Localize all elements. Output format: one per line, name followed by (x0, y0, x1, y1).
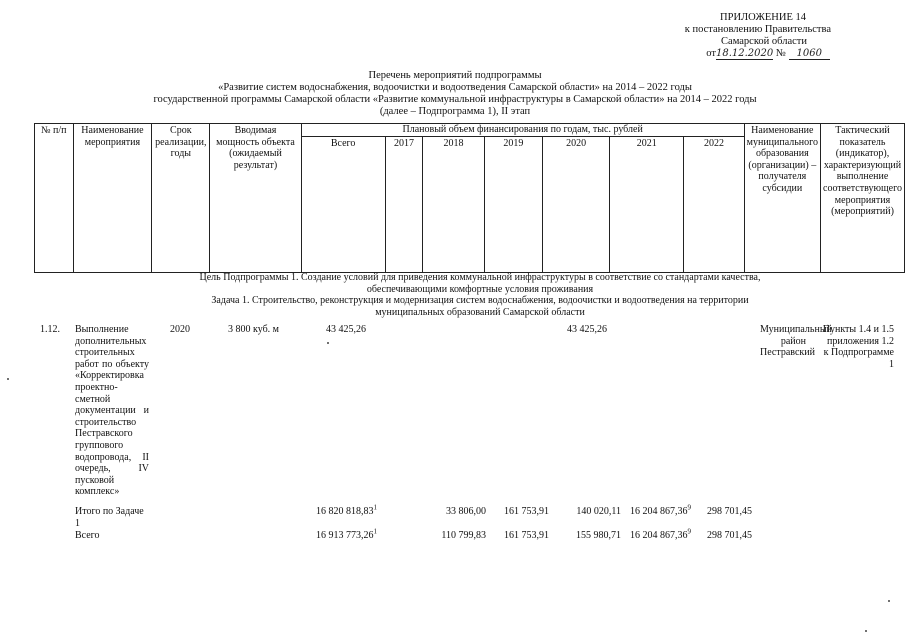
item-number: 1.12. (40, 324, 60, 335)
total-task-sum (316, 503, 377, 518)
grand-total-2018: 110 799,83 (441, 530, 486, 541)
header-indicator: Тактический показатель (индикатор), характеризующий выполнение соответствующего мероприятия (мероприятий) (821, 124, 905, 273)
item-year: 2020 (170, 324, 190, 335)
total-task-sum-note: 1 (373, 503, 377, 512)
scan-speck (7, 378, 9, 380)
task-line-2: муниципальных образований Самарской области (375, 307, 585, 319)
annex-number: 1060 (789, 48, 830, 60)
annex-title: ПРИЛОЖЕНИЕ 14 (720, 12, 806, 23)
grand-total-2021-note: 9 (687, 527, 691, 536)
scan-speck (865, 630, 867, 632)
heading-line-2: «Развитие систем водоснабжения, водоочистки и водоотведения Самарской области» на 2014 – 2022 годы (218, 82, 692, 93)
grand-total-2020: 155 980,71 (576, 530, 621, 541)
table-header (34, 123, 905, 273)
annex-number-label: № (775, 48, 786, 59)
item-name: Выполнение дополнительных строительных работ по объекту «Корректировка проектно-сметной документации и строительство Пестравского группового водопровода, II очередь, IV пусковой комплекс» (75, 324, 149, 498)
goal-line-1: Цель Подпрограммы 1. Создание условий для приведения коммунальной инфраструктуры в соответствие со стандартами качества, (199, 272, 761, 283)
header-capacity: Вводимая мощность объекта (ожидаемый результат) (210, 124, 301, 273)
item-municipality: Муниципальный район Пестравский (760, 324, 832, 359)
header-total: Всего (301, 136, 385, 272)
goal-line-2: обеспечивающими комфортные условия проживания (366, 283, 594, 295)
grand-total-sum-note: 1 (373, 527, 377, 536)
heading-line-3: государственной программы Самарской области «Развитие коммунальной инфраструктуры в Самарской области» на 2014 – 2022 годы (153, 94, 757, 105)
total-task-2021 (630, 503, 691, 518)
header-num: № п/п (35, 124, 74, 273)
annex-line-2: к постановлению Правительства (684, 24, 831, 35)
grand-total-2019: 161 753,91 (504, 530, 549, 541)
header-2017: 2017 (385, 136, 423, 272)
header-2021: 2021 (610, 136, 684, 272)
grand-total-2021-value: 16 204 867,36 (630, 530, 688, 541)
document-heading (60, 70, 850, 118)
header-name: Наименование мероприятия (73, 124, 152, 273)
total-task-2019: 161 753,91 (504, 506, 549, 517)
annex-date: 18.12.2020 (716, 48, 774, 59)
header-2018: 2018 (423, 136, 484, 272)
grand-total-2022: 298 701,45 (707, 530, 752, 541)
grand-total-2021 (630, 527, 691, 542)
total-task-2020: 140 020,11 (576, 506, 621, 517)
total-task-2021-value: 16 204 867,36 (630, 506, 688, 517)
item-indicator: Пункты 1.4 и 1.5 приложения 1.2 к Подпрограмме 1 (822, 324, 894, 370)
item-capacity: 3 800 куб. м (228, 324, 280, 335)
total-task-2018: 33 806,00 (446, 506, 486, 517)
annex-line-3: Самарской области (721, 36, 807, 47)
goal-block (110, 272, 850, 319)
item-total: 43 425,26 (326, 324, 366, 335)
header-funding: Плановый объем финансирования по годам, тыс. рублей (301, 124, 744, 137)
total-task-label: Итого по Задаче 1 (75, 506, 144, 529)
grand-total-label: Всего (75, 530, 100, 541)
header-municipality: Наименование муниципального образования (организации) – получателя субсидии (744, 124, 820, 273)
grand-total-sum-value: 16 913 773,26 (316, 530, 374, 541)
header-term: Срок реализации, годы (152, 124, 210, 273)
total-task-2021-note: 9 (687, 503, 691, 512)
total-task-sum-value: 16 820 818,83 (316, 506, 374, 517)
grand-total-sum (316, 527, 377, 542)
header-2020: 2020 (543, 136, 610, 272)
header-2019: 2019 (484, 136, 542, 272)
task-line-1: Задача 1. Строительство, реконструкция и модернизация систем водоснабжения, водоочистки и водоотведения на территории (211, 295, 749, 307)
heading-line-1: Перечень мероприятий подпрограммы (368, 70, 542, 81)
total-task-2022: 298 701,45 (707, 506, 752, 517)
annex-block (600, 12, 900, 60)
item-2020: 43 425,26 (567, 324, 607, 335)
heading-line-4: (далее – Подпрограмма 1), II этап (379, 106, 531, 117)
annex-date-number (600, 48, 900, 60)
scan-speck (888, 600, 890, 602)
header-2022: 2022 (684, 136, 744, 272)
scan-speck (327, 342, 329, 344)
annex-from-label: от (706, 48, 716, 59)
